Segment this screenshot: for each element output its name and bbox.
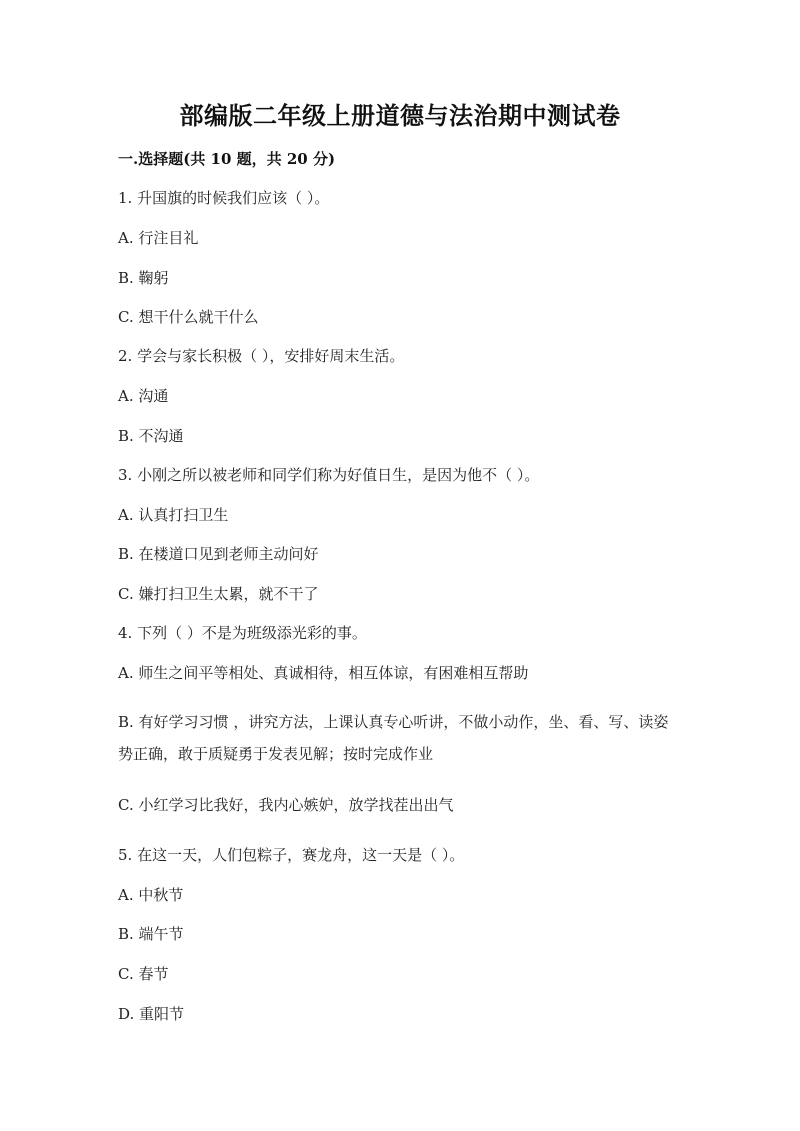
question-5-option-d: D. 重阳节 (118, 1005, 185, 1023)
question-2-stem: 2. 学会与家长积极（ ），安排好周末生活。 (118, 347, 405, 365)
question-5-option-b: B. 端午节 (118, 925, 184, 943)
question-5-option-c: C. 春节 (118, 965, 169, 983)
question-2-option-b: B. 不沟通 (118, 427, 184, 445)
question-5-option-a: A. 中秋节 (118, 886, 184, 904)
question-3-option-a: A. 认真打扫卫生 (118, 506, 229, 524)
question-2-option-a: A. 沟通 (118, 387, 169, 405)
question-4-option-b: B. 有好学习习惯 ，讲究方法，上课认真专心听讲，不做小动作，坐、看、写、读姿势正确，敢于质疑勇于发表见解；按时完成作业 (118, 713, 669, 763)
question-4-option-c: C. 小红学习比我好，我内心嫉妒，放学找茬出出气 (118, 796, 454, 814)
question-3-stem: 3. 小刚之所以被老师和同学们称为好值日生，是因为他不（ ）。 (118, 466, 540, 484)
question-1-stem: 1. 升国旗的时候我们应该（ ）。 (118, 189, 330, 207)
question-3-option-c: C. 嫌打扫卫生太累，就不干了 (118, 585, 319, 603)
question-4-option-a: A. 师生之间平等相处、真诚相待，相互体谅，有困难相互帮助 (118, 664, 529, 682)
question-1-option-c: C. 想干什么就干什么 (118, 308, 259, 326)
question-4-stem: 4. 下列（ ）不是为班级添光彩的事。 (118, 624, 367, 642)
question-1-option-a: A. 行注目礼 (118, 229, 199, 247)
section-heading: 一.选择题(共 10 题，共 20 分) (118, 150, 336, 168)
question-5-stem: 5. 在这一天，人们包粽子，赛龙舟，这一天是（ ）。 (118, 846, 465, 864)
question-3-option-b: B. 在楼道口见到老师主动问好 (118, 545, 319, 563)
page-title: 部编版二年级上册道德与法治期中测试卷 (179, 101, 621, 130)
question-1-option-b: B. 鞠躬 (118, 269, 169, 287)
